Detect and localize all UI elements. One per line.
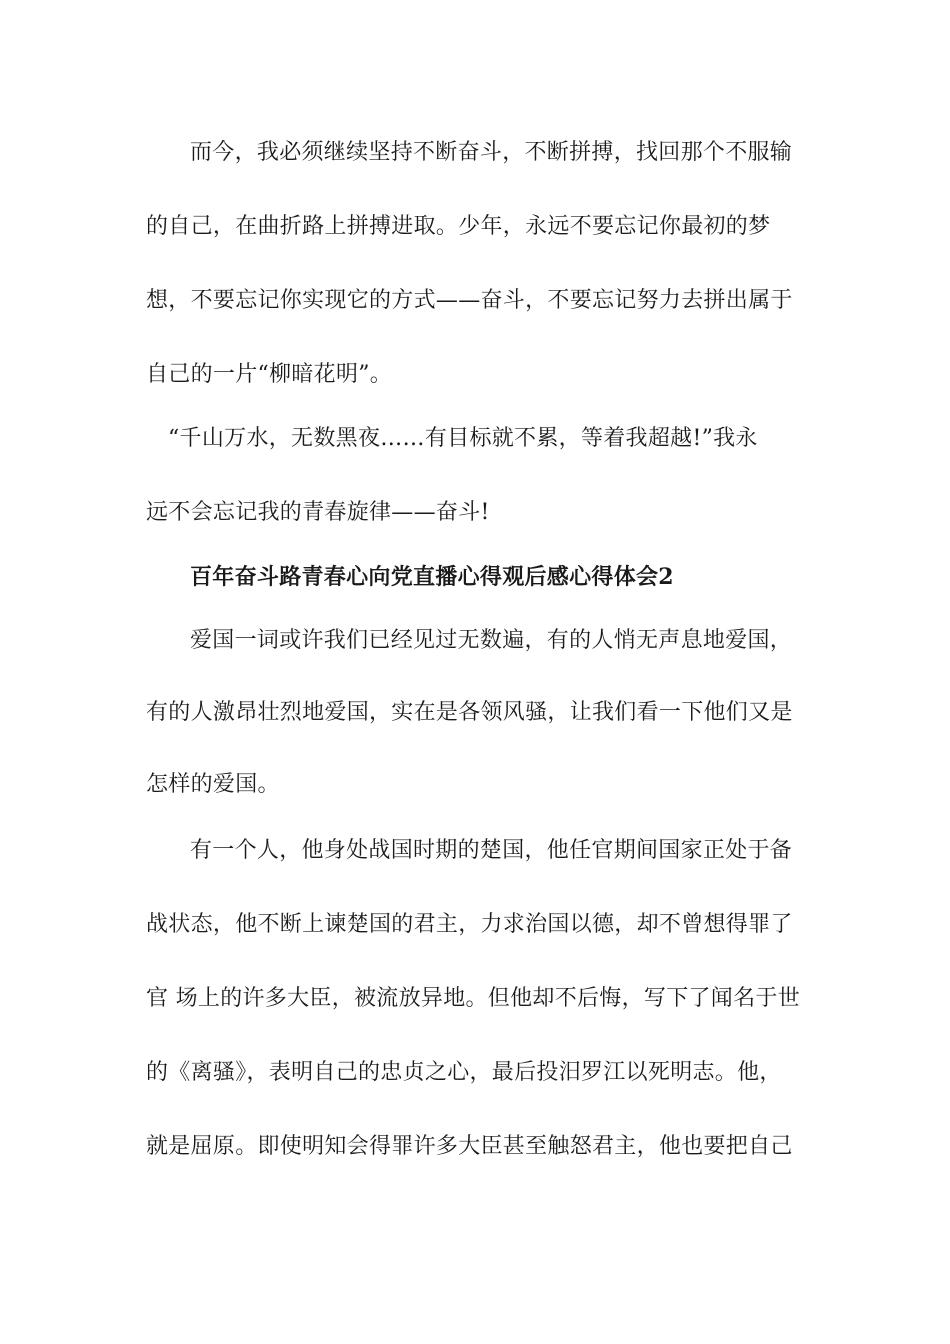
paragraph-4-line-2: 战状态，他不断上谏楚国的君主，力求治国以德，却不曾想得罪了	[146, 912, 793, 937]
paragraph-3-line-3: 怎样的爱国。	[146, 772, 280, 797]
paragraph-1-line-4: 自己的一片“柳暗花明”。	[146, 362, 393, 387]
paragraph-2-line-1: “千山万水，无数黑夜……有目标就不累，等着我超越!”我永	[168, 426, 758, 451]
paragraph-3-line-1: 爱国一词或许我们已经见过无数遍，有的人悄无声息地爱国，	[190, 628, 793, 653]
paragraph-4-line-4: 的《离骚》，表明自己的忠贞之心，最后投汨罗江以死明志。他，	[146, 1060, 782, 1085]
paragraph-1-line-3: 想，不要忘记你实现它的方式——奋斗，不要忘记努力去拼出属于	[146, 288, 793, 313]
section-heading: 百年奋斗路青春心向党直播心得观后感心得体会2	[190, 564, 674, 590]
paragraph-2-line-2: 远不会忘记我的青春旋律——奋斗!	[146, 500, 490, 525]
paragraph-4-line-1: 有一个人，他身处战国时期的楚国，他任官期间国家正处于备	[190, 838, 793, 863]
paragraph-1-line-2: 的自己，在曲折路上拼搏进取。少年，永远不要忘记你最初的梦	[146, 214, 771, 239]
paragraph-4-line-3: 官 场上的许多大臣，被流放异地。但他却不后悔，写下了闻名于世	[146, 986, 800, 1011]
paragraph-1-line-1: 而今，我必须继续坚持不断奋斗，不断拼搏，找回那个不服输	[190, 140, 793, 165]
paragraph-3-line-2: 有的人激昂壮烈地爱国，实在是各领风骚，让我们看一下他们又是	[146, 700, 793, 725]
paragraph-4-line-5: 就是屈原。即使明知会得罪许多大臣甚至触怒君主，他也要把自己	[146, 1134, 793, 1159]
